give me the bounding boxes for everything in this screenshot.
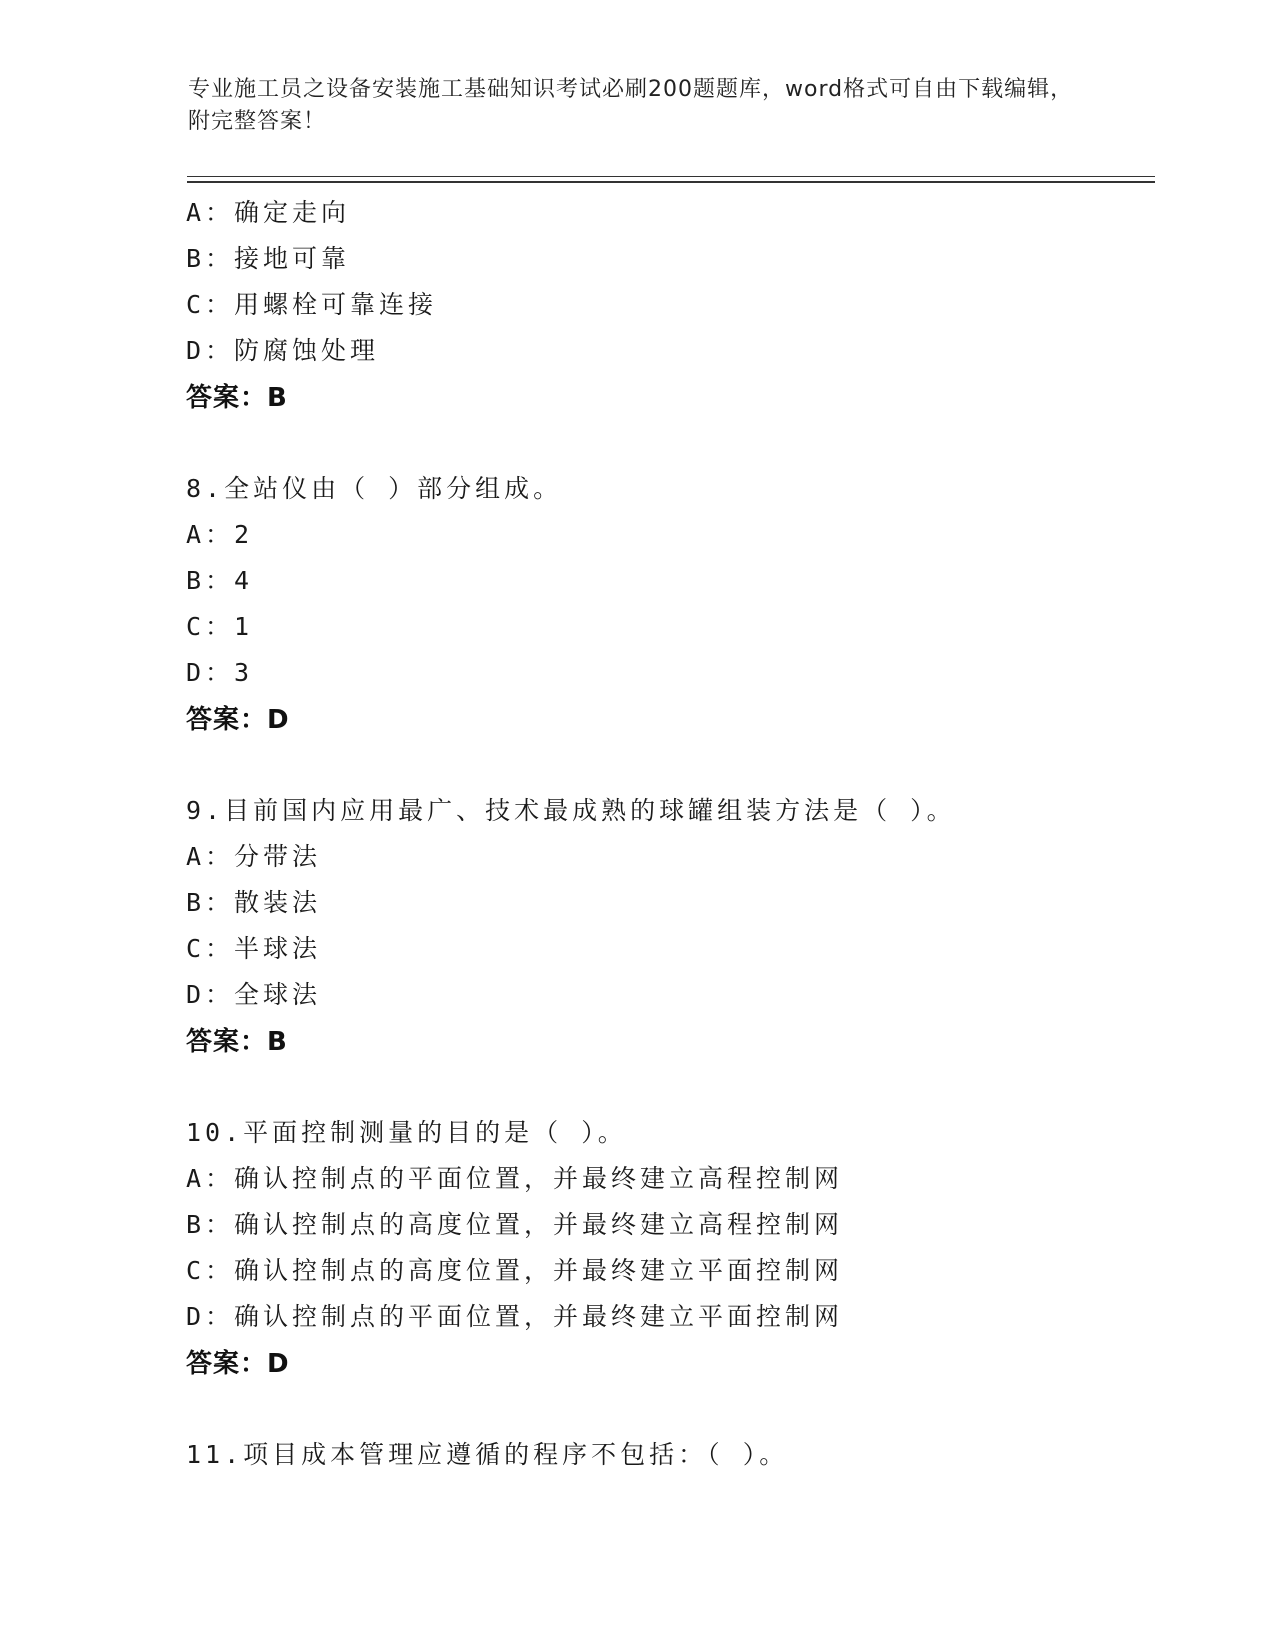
q10-option-a: A：确认控制点的平面位置，并最终建立高程控制网: [186, 1164, 844, 1193]
q8-question: 8.全站仪由（ ）部分组成。: [186, 474, 563, 503]
q8-option-a: A：2: [186, 520, 254, 549]
q7-option-c: C：用螺栓可靠连接: [186, 290, 438, 319]
q9-option-b: B：散装法: [186, 888, 322, 917]
document-header: 专业施工员之设备安装施工基础知识考试必刷200题题库，word格式可自由下载编辑，附完整答案！: [188, 77, 1074, 134]
q7-answer: 答案：B: [186, 383, 288, 413]
q10-question: 10.平面控制测量的目的是（ ）。: [186, 1118, 627, 1147]
q10-answer: 答案：D: [186, 1349, 290, 1379]
q10-option-b: B：确认控制点的高度位置，并最终建立高程控制网: [186, 1210, 844, 1239]
q7-option-b: B：接地可靠: [186, 244, 351, 273]
q8-option-d: D：3: [186, 658, 254, 687]
q7-option-d: D：防腐蚀处理: [186, 336, 380, 365]
q11-question: 11.项目成本管理应遵循的程序不包括：（ ）。: [186, 1440, 789, 1469]
q9-question: 9.目前国内应用最广、技术最成熟的球罐组装方法是（ ）。: [186, 796, 956, 825]
q8-option-b: B：4: [186, 566, 254, 595]
q7-option-a: A：确定走向: [186, 198, 351, 227]
header-divider-thin: [187, 176, 1155, 177]
q10-option-c: C：确认控制点的高度位置，并最终建立平面控制网: [186, 1256, 844, 1285]
q8-answer: 答案：D: [186, 705, 290, 735]
header-divider-thick: [187, 181, 1155, 183]
q9-option-d: D：全球法: [186, 980, 322, 1009]
q8-option-c: C：1: [186, 612, 254, 641]
q9-option-c: C：半球法: [186, 934, 322, 963]
q10-option-d: D：确认控制点的平面位置，并最终建立平面控制网: [186, 1302, 844, 1331]
q9-answer: 答案：B: [186, 1027, 288, 1057]
q9-option-a: A：分带法: [186, 842, 322, 871]
